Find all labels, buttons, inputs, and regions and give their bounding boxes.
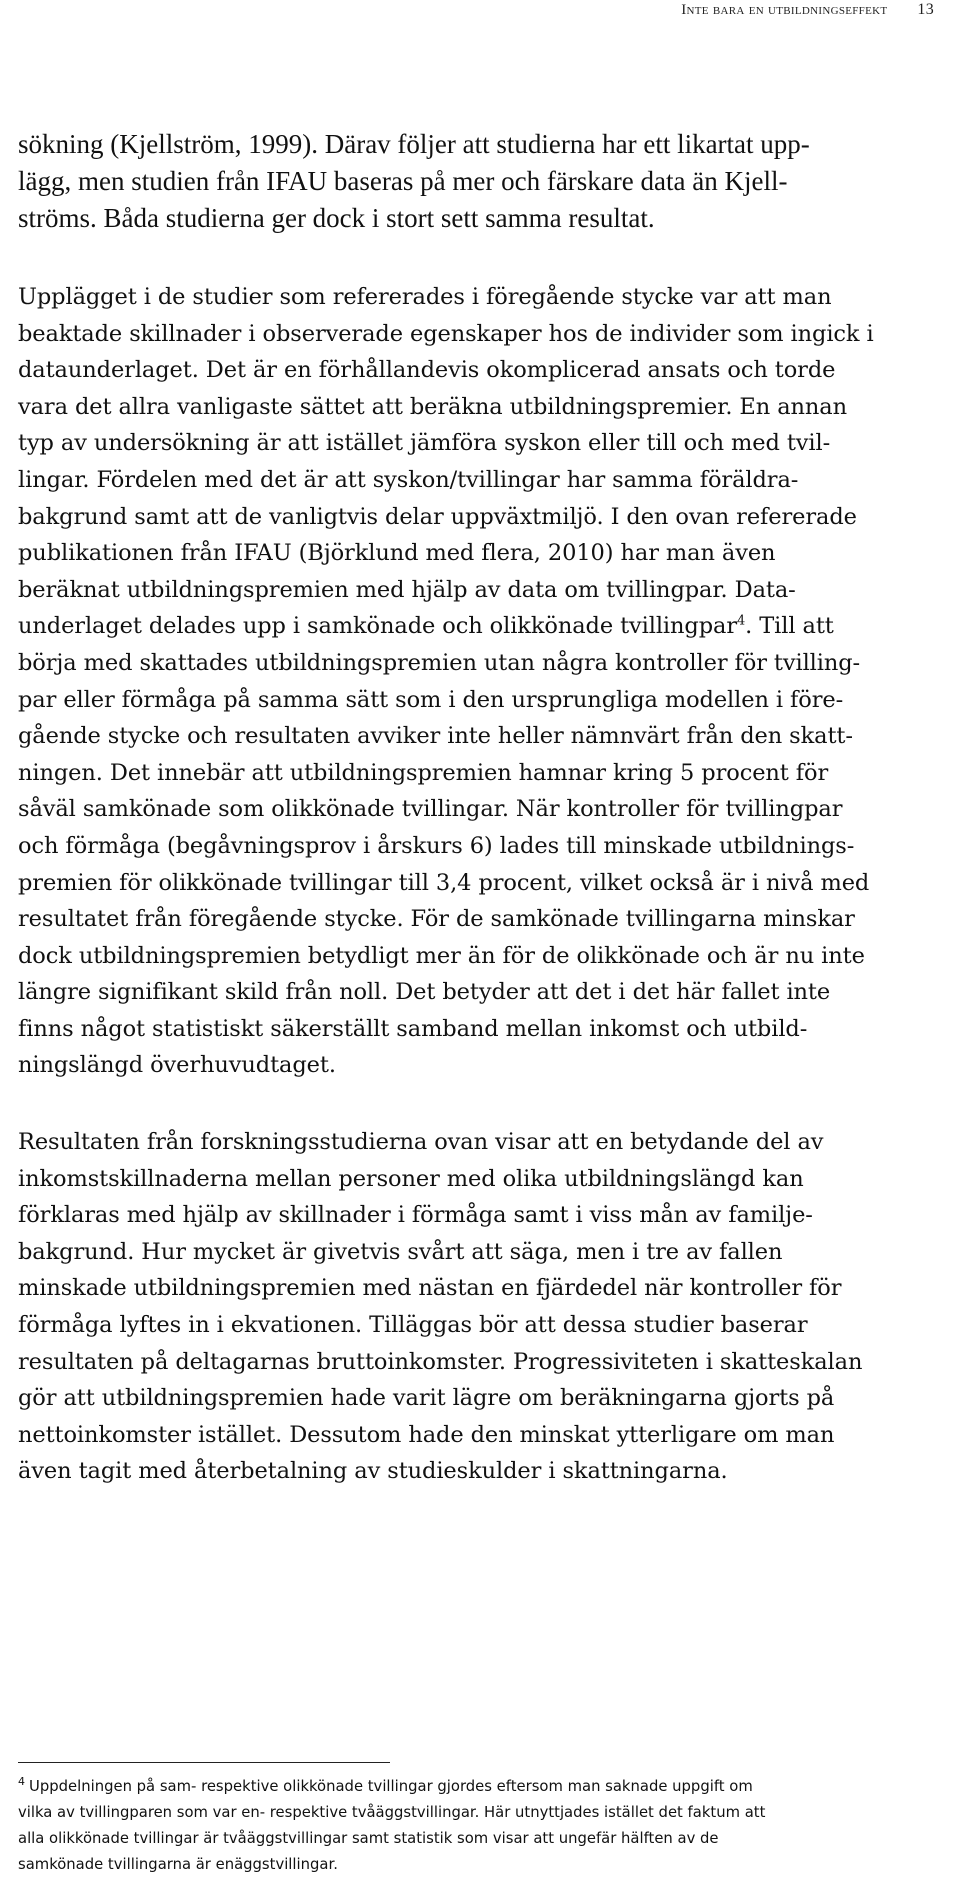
text-line: inkomstskillnaderna mellan personer med olika utbildningslängd kan [18,1165,804,1192]
text-line: minskade utbildningspremien med nästan en fjärdedel när kontroller för [18,1275,842,1302]
text-line: bakgrund samt att de vanligtvis delar uppväxtmiljö. I den ovan refererade [18,503,857,530]
footnote-divider [18,1762,390,1763]
text-line: beaktade skillnader i observerade egenskaper hos de individer som ingick i [18,320,874,347]
footnote-line: vilka av tvillingparen som var en- respektive tvåäggstvillingar. Här utnyttjades istället det faktum att [18,1804,766,1821]
text-segment: underlaget delades upp i samkönade och olikkönade tvillingpar [18,613,737,640]
text-line: gör att utbildningspremien hade varit lägre om beräkningarna gjorts på [18,1385,835,1412]
text-line: nettoinkomster istället. Dessutom hade den minskat ytterligare om man [18,1421,835,1448]
footnote-line [18,1774,948,1800]
paragraph-2 [18,279,948,1084]
text-line: finns något statistiskt säkerställt samband mellan inkomst och utbild- [18,1015,808,1042]
footnote-line: samkönade tvillingarna är enäggstvillingar. [18,1856,338,1873]
text-line: även tagit med återbetalning av studieskulder i skattningarna. [18,1458,728,1485]
text-line: gående stycke och resultaten avviker inte heller nämnvärt från den skatt- [18,723,853,750]
text-line: lägg, men studien från IFAU baseras på mer och färskare data än Kjell- [18,166,788,196]
text-line: resultatet från föregående stycke. För de samkönade tvillingarna minskar [18,906,855,933]
text-line: beräknat utbildningspremien med hjälp av data om tvillingpar. Data- [18,576,796,603]
footnote-reference[interactable]: 4 [737,613,746,629]
text-line: vara det allra vanligaste sättet att beräkna utbildningspremier. En annan [18,393,847,420]
text-line: lingar. Fördelen med det är att syskon/tvillingar har samma föräldra- [18,466,799,493]
text-line: publikationen från IFAU (Björklund med flera, 2010) har man även [18,540,776,567]
text-line: ningslängd överhuvudtaget. [18,1052,336,1079]
text-line: ningen. Det innebär att utbildningspremien hamnar kring 5 procent för [18,759,829,786]
text-line: börja med skattades utbildningspremien utan några kontroller för tvilling- [18,649,861,676]
text-line-with-footnote [18,608,948,645]
footnote [18,1774,948,1878]
text-line: ströms. Båda studierna ger dock i stort sett samma resultat. [18,203,655,233]
text-line: sökning (Kjellström, 1999). Därav följer att studierna har ett likartat upp- [18,129,810,159]
page-number: 13 [917,1,934,18]
text-segment: . Till att [745,613,834,640]
text-line: dataunderlaget. Det är en förhållandevis okomplicerad ansats och torde [18,357,836,384]
text-line: såväl samkönade som olikkönade tvillingar. När kontroller för tvillingpar [18,796,843,823]
text-line: Upplägget i de studier som refererades i föregående stycke var att man [18,284,832,310]
text-line: bakgrund. Hur mycket är givetvis svårt att säga, men i tre av fallen [18,1238,783,1265]
text-line: förklaras med hjälp av skillnader i förmåga samt i viss mån av familje- [18,1202,813,1229]
footnote-marker: 4 [18,1775,25,1789]
running-title: Inte bara en utbildningseffekt [681,1,888,18]
paragraph-1 [18,126,948,237]
text-line: längre signifikant skild från noll. Det betyder att det i det här fallet inte [18,979,831,1006]
text-line: premien för olikkönade tvillingar till 3,4 procent, vilket också är i nivå med [18,869,870,896]
text-line: Resultaten från forskningsstudierna ovan visar att en betydande del av [18,1129,824,1155]
text-line: typ av undersökning är att istället jämföra syskon eller till och med tvil- [18,430,831,457]
text-line: par eller förmåga på samma sätt som i den ursprungliga modellen i före- [18,686,844,713]
running-header [681,0,934,20]
footnote-line: alla olikkönade tvillingar är tvåäggstvillingar samt statistik som visar att ungefär hälften av de [18,1830,719,1847]
text-line: och förmåga (begåvningsprov i årskurs 6) lades till minskade utbildnings- [18,832,855,859]
text-line: resultaten på deltagarnas bruttoinkomster. Progressiviteten i skatteskalan [18,1348,863,1375]
text-segment: Uppdelningen på sam- respektive olikkönade tvillingar gjordes eftersom man saknade uppgift om [29,1778,753,1795]
paragraph-3 [18,1124,948,1490]
text-line: dock utbildningspremien betydligt mer än för de olikkönade och är nu inte [18,942,865,969]
text-line: förmåga lyftes in i ekvationen. Tilläggas bör att dessa studier baserar [18,1311,808,1338]
